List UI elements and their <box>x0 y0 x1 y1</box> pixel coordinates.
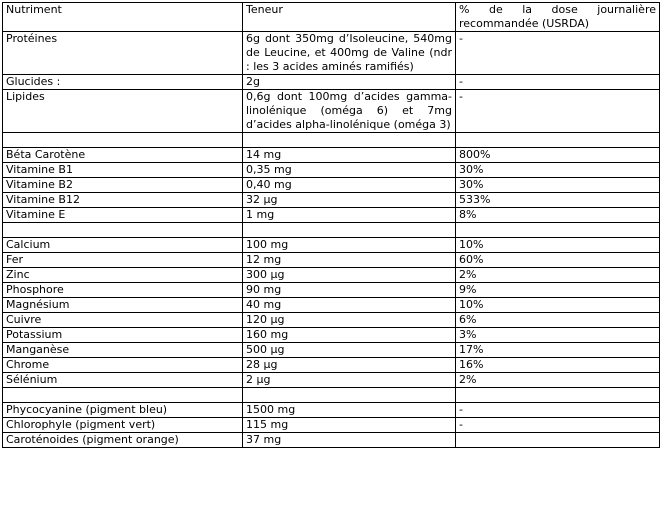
table-row <box>3 148 660 163</box>
nutrient-name: Chrome <box>3 358 243 373</box>
nutrient-pct: 10% <box>456 298 660 313</box>
nutrient-value: 37 mg <box>243 433 456 448</box>
nutrient-value: 120 µg <box>243 313 456 328</box>
table-row <box>3 163 660 178</box>
nutrient-name: Vitamine E <box>3 208 243 223</box>
nutrient-pct: - <box>456 418 660 433</box>
nutrient-value: 6g dont 350mg d’Isoleucine, 540mg de Leucine, et 400mg de Valine (ndr : les 3 acides aminés ramifiés) <box>243 32 456 75</box>
nutrient-name: Magnésium <box>3 298 243 313</box>
nutrient-value <box>243 388 456 403</box>
nutrient-name <box>3 133 243 148</box>
table-row <box>3 343 660 358</box>
nutrient-name: Cuivre <box>3 313 243 328</box>
nutrient-pct: 6% <box>456 313 660 328</box>
nutrient-value: 1 mg <box>243 208 456 223</box>
header-nutrient: Nutriment <box>3 3 243 32</box>
nutrient-pct: 16% <box>456 358 660 373</box>
nutrient-pct: 30% <box>456 163 660 178</box>
nutrient-pct <box>456 223 660 238</box>
nutrient-pct <box>456 133 660 148</box>
header-row <box>3 3 660 32</box>
table-row <box>3 403 660 418</box>
nutrient-value: 0,40 mg <box>243 178 456 193</box>
header-content: Teneur <box>243 3 456 32</box>
table-row <box>3 75 660 90</box>
nutrient-value: 40 mg <box>243 298 456 313</box>
table-row <box>3 268 660 283</box>
nutrient-value: 2g <box>243 75 456 90</box>
nutrient-name: Phosphore <box>3 283 243 298</box>
nutrient-pct: - <box>456 75 660 90</box>
nutrient-pct: 2% <box>456 373 660 388</box>
nutrient-pct: 60% <box>456 253 660 268</box>
table-row <box>3 178 660 193</box>
nutrient-name: Sélénium <box>3 373 243 388</box>
nutrient-pct <box>456 388 660 403</box>
nutrient-value: 2 µg <box>243 373 456 388</box>
spacer-row <box>3 133 660 148</box>
nutrient-name: Vitamine B2 <box>3 178 243 193</box>
nutrient-name: Manganèse <box>3 343 243 358</box>
nutrient-name: Glucides : <box>3 75 243 90</box>
spacer-row <box>3 223 660 238</box>
nutrient-pct: 3% <box>456 328 660 343</box>
nutrient-name: Calcium <box>3 238 243 253</box>
table-row <box>3 238 660 253</box>
header-usrda: % de la dose journalière recommandée (USRDA) <box>456 3 660 32</box>
nutrient-pct: - <box>456 90 660 133</box>
table-row <box>3 253 660 268</box>
nutrient-value: 300 µg <box>243 268 456 283</box>
nutrient-pct: 8% <box>456 208 660 223</box>
table-row <box>3 283 660 298</box>
nutrient-value: 1500 mg <box>243 403 456 418</box>
table-row <box>3 90 660 133</box>
nutrient-pct <box>456 433 660 448</box>
nutrient-name: Protéines <box>3 32 243 75</box>
nutrient-pct: - <box>456 32 660 75</box>
nutrient-pct: 800% <box>456 148 660 163</box>
table-row <box>3 208 660 223</box>
nutrient-name: Vitamine B12 <box>3 193 243 208</box>
nutrient-name: Potassium <box>3 328 243 343</box>
nutrient-value: 115 mg <box>243 418 456 433</box>
nutrient-value: 100 mg <box>243 238 456 253</box>
nutrient-value: 500 µg <box>243 343 456 358</box>
nutrition-table <box>2 2 660 448</box>
nutrient-name: Lipides <box>3 90 243 133</box>
table-row <box>3 358 660 373</box>
nutrient-name: Zinc <box>3 268 243 283</box>
nutrient-name: Béta Carotène <box>3 148 243 163</box>
nutrient-name: Caroténoides (pigment orange) <box>3 433 243 448</box>
nutrient-pct: 533% <box>456 193 660 208</box>
table-row <box>3 418 660 433</box>
nutrient-name: Chlorophyle (pigment vert) <box>3 418 243 433</box>
nutrient-pct: 9% <box>456 283 660 298</box>
nutrient-value: 0,6g dont 100mg d’acides gamma-linolénique (oméga 6) et 7mg d’acides alpha-linolénique (oméga 3) <box>243 90 456 133</box>
nutrient-value: 0,35 mg <box>243 163 456 178</box>
table-row <box>3 193 660 208</box>
nutrient-name: Vitamine B1 <box>3 163 243 178</box>
nutrient-pct: - <box>456 403 660 418</box>
nutrient-name: Fer <box>3 253 243 268</box>
spacer-row <box>3 388 660 403</box>
nutrient-pct: 2% <box>456 268 660 283</box>
nutrient-name <box>3 388 243 403</box>
nutrient-name: Phycocyanine (pigment bleu) <box>3 403 243 418</box>
nutrient-pct: 17% <box>456 343 660 358</box>
nutrient-value: 160 mg <box>243 328 456 343</box>
table-row <box>3 313 660 328</box>
nutrient-name <box>3 223 243 238</box>
table-row <box>3 298 660 313</box>
table-row <box>3 328 660 343</box>
nutrient-value: 28 µg <box>243 358 456 373</box>
nutrient-value: 32 µg <box>243 193 456 208</box>
nutrient-pct: 30% <box>456 178 660 193</box>
table-row <box>3 32 660 75</box>
table-row <box>3 373 660 388</box>
table-row <box>3 433 660 448</box>
nutrient-value <box>243 223 456 238</box>
nutrient-value: 14 mg <box>243 148 456 163</box>
nutrient-pct: 10% <box>456 238 660 253</box>
nutrient-value: 12 mg <box>243 253 456 268</box>
nutrient-value: 90 mg <box>243 283 456 298</box>
nutrient-value <box>243 133 456 148</box>
